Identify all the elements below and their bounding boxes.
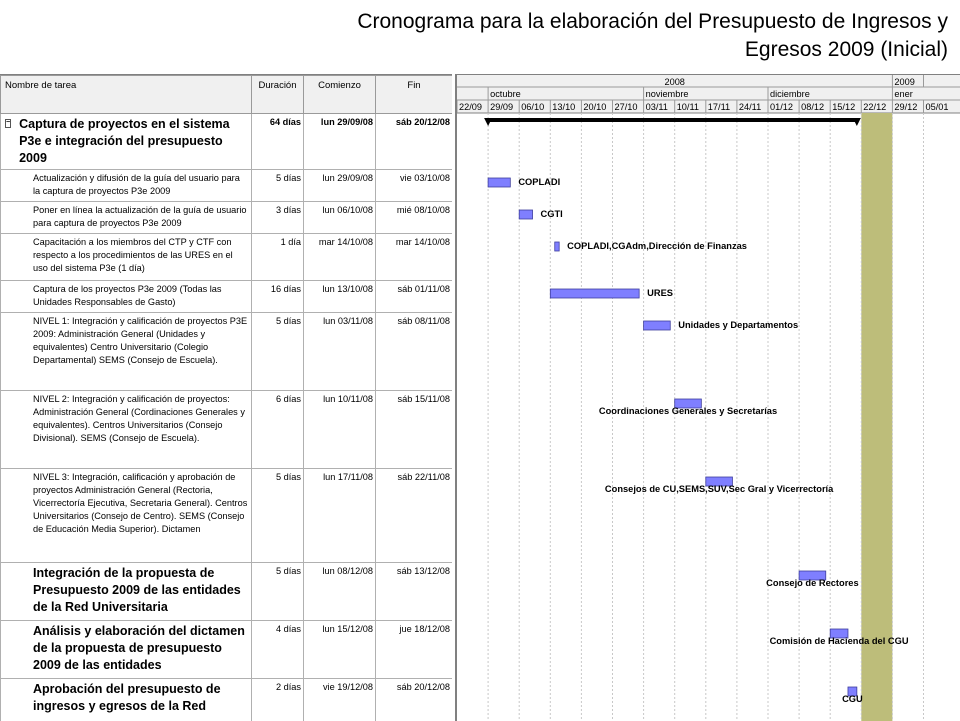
task-name[interactable]: Capacitación a los miembros del CTP y CTF con respecto a los procedimientos de las URES en el uso del sistema P3e (1 día) bbox=[1, 234, 252, 281]
task-finish: sáb 20/12/08 bbox=[376, 679, 453, 721]
table-row[interactable] bbox=[1, 313, 453, 391]
week-label: 01/12 bbox=[770, 102, 793, 112]
summary-bar bbox=[487, 118, 858, 122]
task-name[interactable]: NIVEL 3: Integración, calificación y aprobación de proyectos Administración General (Rectoria, Vicerrectoría Ejecutiva, Secretaria General). Centros Universitarios (Consejo de Centro). SEMS (Consejo de Educación Media Superior). Dictamen bbox=[1, 469, 252, 563]
task-table bbox=[0, 75, 452, 721]
task-name[interactable]: Integración de la propuesta de Presupuesto 2009 de las entidades de la Red Universitaria bbox=[1, 563, 252, 621]
task-duration: 2 días bbox=[252, 679, 304, 721]
column-header-name[interactable]: Nombre de tarea bbox=[1, 76, 252, 114]
task-table-panel bbox=[0, 74, 452, 721]
week-label: 27/10 bbox=[615, 102, 638, 112]
table-row[interactable] bbox=[1, 621, 453, 679]
week-label: 08/12 bbox=[801, 102, 824, 112]
task-name[interactable]: Análisis y elaboración del dictamen de la propuesta de presupuesto 2009 de las entidades bbox=[1, 621, 252, 679]
nonworking-period-band bbox=[861, 113, 892, 721]
task-start: lun 10/11/08 bbox=[304, 391, 376, 469]
chart-title bbox=[48, 8, 948, 64]
title-line-2: Egresos 2009 (Inicial) bbox=[48, 36, 948, 64]
task-duration: 6 días bbox=[252, 391, 304, 469]
column-header-finish[interactable]: Fin bbox=[376, 76, 453, 114]
task-finish: mié 08/10/08 bbox=[376, 202, 453, 234]
task-bar-label: Unidades y Departamentos bbox=[678, 320, 798, 330]
table-row[interactable] bbox=[1, 170, 453, 202]
task-duration: 5 días bbox=[252, 469, 304, 563]
task-start: lun 06/10/08 bbox=[304, 202, 376, 234]
task-bar-label: Consejos de CU,SEMS,SUV,Sec Gral y Vicerrectoría bbox=[605, 484, 834, 494]
task-bar-label: COPLADI bbox=[518, 177, 560, 187]
task-finish: jue 18/12/08 bbox=[376, 621, 453, 679]
column-header-start[interactable]: Comienzo bbox=[304, 76, 376, 114]
month-label: octubre bbox=[490, 89, 521, 99]
table-row[interactable] bbox=[1, 391, 453, 469]
task-finish: sáb 15/11/08 bbox=[376, 391, 453, 469]
table-row[interactable] bbox=[1, 679, 453, 721]
task-bar bbox=[644, 321, 671, 330]
task-name[interactable]: NIVEL 2: Integración y calificación de proyectos: Administración General (Cordinaciones Generales y equivalentes). Centros Universitarios (Consejo Divisional). SEMS (Consejo de Escuela). bbox=[1, 391, 252, 469]
task-finish: sáb 08/11/08 bbox=[376, 313, 453, 391]
task-finish: mar 14/10/08 bbox=[376, 234, 453, 281]
task-duration: 5 días bbox=[252, 563, 304, 621]
week-label: 29/09 bbox=[490, 102, 513, 112]
title-line-1: Cronograma para la elaboración del Presupuesto de Ingresos y bbox=[48, 8, 948, 36]
task-duration: 5 días bbox=[252, 170, 304, 202]
task-finish: sáb 20/12/08 bbox=[376, 114, 453, 170]
month-label: diciembre bbox=[770, 89, 810, 99]
task-bar-label: CGTI bbox=[541, 209, 563, 219]
year-label: 2009 bbox=[894, 77, 914, 87]
task-bar-label: CGU bbox=[842, 694, 863, 704]
week-label: 20/10 bbox=[583, 102, 606, 112]
collapse-minus-icon[interactable]: − bbox=[5, 119, 11, 128]
week-label: 05/01 bbox=[926, 102, 949, 112]
task-duration: 5 días bbox=[252, 313, 304, 391]
week-label: 17/11 bbox=[708, 102, 730, 112]
gantt-chart-panel bbox=[455, 74, 960, 721]
task-bar-label: COPLADI,CGAdm,Dirección de Finanzas bbox=[567, 241, 747, 251]
task-name[interactable]: Poner en línea la actualización de la guía de usuario para captura de proyectos P3e 2009 bbox=[1, 202, 252, 234]
week-label: 22/09 bbox=[459, 102, 482, 112]
task-finish: sáb 13/12/08 bbox=[376, 563, 453, 621]
week-label: 13/10 bbox=[552, 102, 575, 112]
week-label: 10/11 bbox=[677, 102, 699, 112]
task-start: lun 17/11/08 bbox=[304, 469, 376, 563]
week-label: 15/12 bbox=[832, 102, 855, 112]
task-bar bbox=[550, 289, 639, 298]
task-start: lun 03/11/08 bbox=[304, 313, 376, 391]
task-bar-label: Coordinaciones Generales y Secretarías bbox=[599, 406, 777, 416]
task-name[interactable]: Aprobación del presupuesto de ingresos y egresos de la Red bbox=[1, 679, 252, 721]
table-row[interactable] bbox=[1, 563, 453, 621]
table-row[interactable] bbox=[1, 202, 453, 234]
task-finish: sáb 01/11/08 bbox=[376, 281, 453, 313]
task-duration: 16 días bbox=[252, 281, 304, 313]
task-name[interactable]: Captura de los proyectos P3e 2009 (Todas las Unidades Responsables de Gasto) bbox=[1, 281, 252, 313]
task-duration: 64 días bbox=[252, 114, 304, 170]
week-label: 22/12 bbox=[863, 102, 886, 112]
week-label: 06/10 bbox=[521, 102, 544, 112]
task-start: lun 08/12/08 bbox=[304, 563, 376, 621]
column-header-duration[interactable]: Duración bbox=[252, 76, 304, 114]
table-row[interactable] bbox=[1, 469, 453, 563]
task-start: lun 15/12/08 bbox=[304, 621, 376, 679]
task-bar bbox=[555, 242, 559, 251]
task-start: vie 19/12/08 bbox=[304, 679, 376, 721]
task-bar-label: Consejo de Rectores bbox=[766, 578, 858, 588]
gantt-chart bbox=[457, 75, 960, 721]
table-row[interactable] bbox=[1, 234, 453, 281]
task-name-cell[interactable] bbox=[1, 114, 252, 170]
task-bar bbox=[488, 178, 510, 187]
task-finish: sáb 22/11/08 bbox=[376, 469, 453, 563]
task-bar bbox=[519, 210, 532, 219]
task-start: lun 29/09/08 bbox=[304, 114, 376, 170]
task-start: mar 14/10/08 bbox=[304, 234, 376, 281]
week-label: 24/11 bbox=[739, 102, 761, 112]
task-name[interactable]: Actualización y difusión de la guía del usuario para la captura de proyectos P3e 2009 bbox=[1, 170, 252, 202]
task-duration: 4 días bbox=[252, 621, 304, 679]
task-bar-label: Comisión de Hacienda del CGU bbox=[770, 636, 909, 646]
month-label: ener bbox=[894, 89, 912, 99]
table-row[interactable] bbox=[1, 114, 453, 170]
task-start: lun 29/09/08 bbox=[304, 170, 376, 202]
task-duration: 1 día bbox=[252, 234, 304, 281]
year-label: 2008 bbox=[664, 77, 684, 87]
task-name[interactable]: NIVEL 1: Integración y calificación de proyectos P3E 2009: Administración General (Unidades y equivalentes) Centro Universitario (Colegio Departamental) SEMS (Consejo de Escuela). bbox=[1, 313, 252, 391]
task-finish: vie 03/10/08 bbox=[376, 170, 453, 202]
month-label: noviembre bbox=[646, 89, 689, 99]
task-duration: 3 días bbox=[252, 202, 304, 234]
table-row[interactable] bbox=[1, 281, 453, 313]
week-label: 29/12 bbox=[894, 102, 917, 112]
task-start: lun 13/10/08 bbox=[304, 281, 376, 313]
task-bar-label: URES bbox=[647, 288, 673, 298]
task-name: Captura de proyectos en el sistema P3e e integración del presupuesto 2009 bbox=[11, 116, 249, 167]
week-label: 03/11 bbox=[646, 102, 668, 112]
table-header-row bbox=[1, 76, 453, 114]
